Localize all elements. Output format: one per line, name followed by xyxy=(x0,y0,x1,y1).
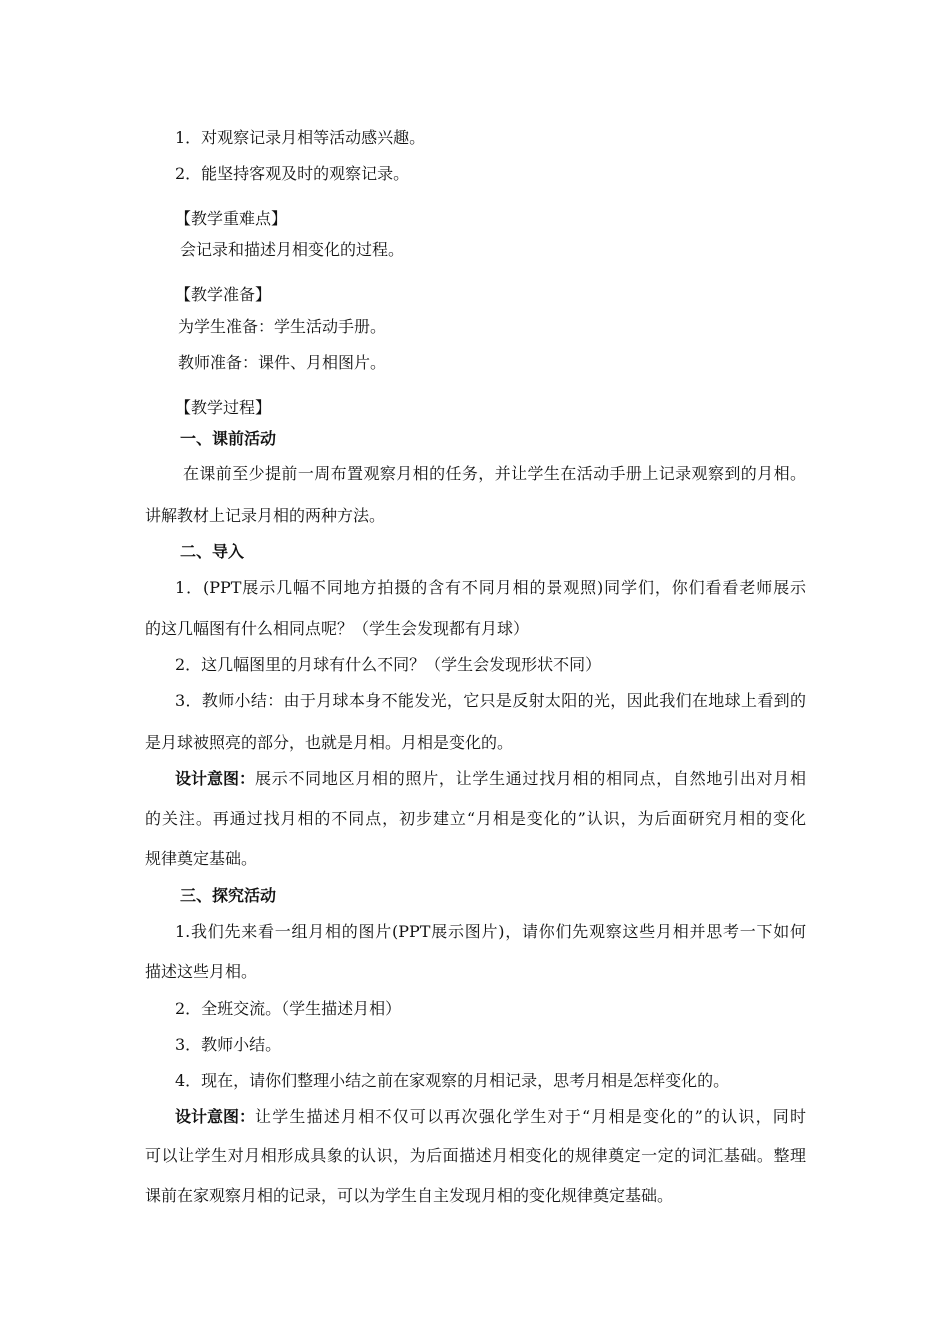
section-3-intent-line-1 xyxy=(175,1107,806,1127)
section-2-p3-line-1: 3．教师小结：由于月球本身不能发光，它只是反射太阳的光，因此我们在地球上看到的 xyxy=(175,691,806,710)
design-intent-label: 设计意图： xyxy=(175,1107,256,1126)
section-3-intent-text-1: 让学生描述月相不仅可以再次强化学生对于“月相是变化的”的认识，同时 xyxy=(255,1107,806,1126)
section-3-p1-line-1: 1.我们先来看一组月相的图片(PPT展示图片)，请你们先观察这些月相并思考一下如何 xyxy=(175,922,806,941)
section-3-p3: 3．教师小结。 xyxy=(175,1035,282,1054)
preparation-students: 为学生准备：学生活动手册。 xyxy=(178,317,387,336)
section-1-title: 一、课前活动 xyxy=(180,429,277,448)
section-2-p3-line-2: 是月球被照亮的部分，也就是月相。月相是变化的。 xyxy=(145,733,514,752)
preparation-teacher: 教师准备：课件、月相图片。 xyxy=(178,353,387,372)
section-3-p1-line-2: 描述这些月相。 xyxy=(145,962,258,981)
section-1-line-2: 讲解教材上记录月相的两种方法。 xyxy=(145,506,386,525)
section-2-p1-line-2: 的这几幅图有什么相同点呢？（学生会发现都有月球） xyxy=(145,619,530,638)
section-2-p1-line-1: 1．(PPT展示几幅不同地方拍摄的含有不同月相的景观照)同学们，你们看看老师展示 xyxy=(175,578,806,597)
section-2-intent-line-3: 规律奠定基础。 xyxy=(145,849,258,868)
section-3-p4: 4．现在，请你们整理小结之前在家观察的月相记录，思考月相是怎样变化的。 xyxy=(175,1071,730,1090)
section-3-p2: 2．全班交流。（学生描述月相） xyxy=(175,999,402,1018)
section-2-title: 二、导入 xyxy=(180,542,245,561)
design-intent-label: 设计意图： xyxy=(175,769,256,788)
section-2-intent-line-2: 的关注。再通过找月相的不同点，初步建立“月相是变化的”认识，为后面研究月相的变化 xyxy=(145,809,806,828)
section-3-intent-line-3: 课前在家观察月相的记录，可以为学生自主发现月相的变化规律奠定基础。 xyxy=(145,1186,674,1205)
section-2-p2: 2．这几幅图里的月球有什么不同？（学生会发现形状不同） xyxy=(175,655,602,674)
section-3-title: 三、探究活动 xyxy=(180,886,277,905)
section-2-intent-text-1: 展示不同地区月相的照片，让学生通过找月相的相同点，自然地引出对月相 xyxy=(255,769,806,788)
section-2-intent-line-1 xyxy=(175,769,806,789)
goal-item-2: 2．能坚持客观及时的观察记录。 xyxy=(175,164,410,183)
section-3-intent-line-2: 可以让学生对月相形成具象的认识，为后面描述月相变化的规律奠定一定的词汇基础。整理 xyxy=(145,1146,806,1165)
key-points-text: 会记录和描述月相变化的过程。 xyxy=(180,240,405,259)
key-points-heading: 【教学重难点】 xyxy=(175,209,288,228)
section-1-line-1: 在课前至少提前一周布置观察月相的任务，并让学生在活动手册上记录观察到的月相。 xyxy=(183,464,806,483)
goal-item-1: 1．对观察记录月相等活动感兴趣。 xyxy=(175,128,426,147)
preparation-heading: 【教学准备】 xyxy=(175,285,272,304)
process-heading: 【教学过程】 xyxy=(175,398,272,417)
